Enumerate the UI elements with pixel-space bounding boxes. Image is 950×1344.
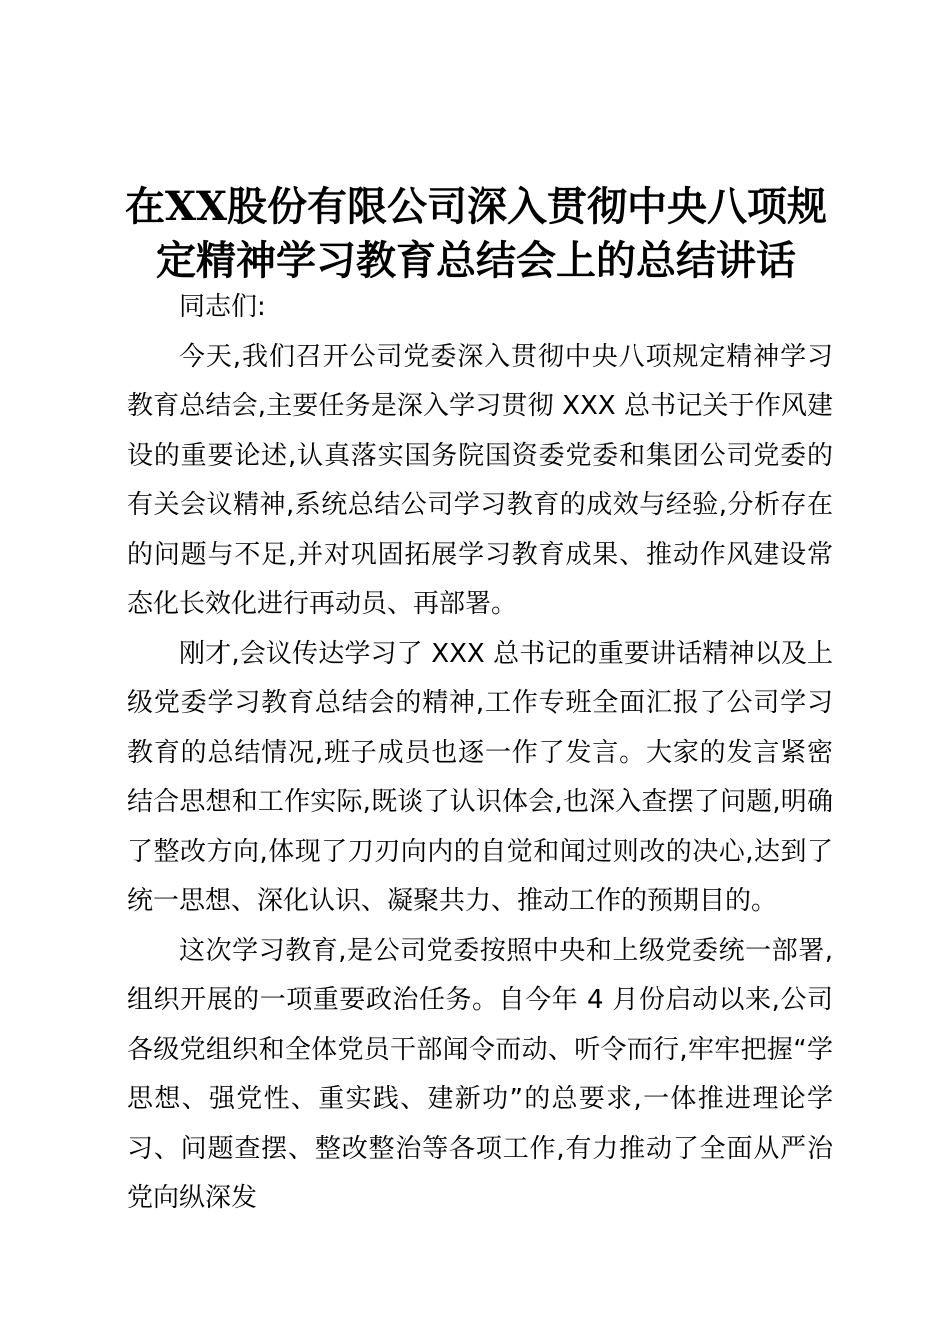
document-body <box>127 283 833 1224</box>
paragraph-2: 刚才,会议传达学习了 XXX 总书记的重要讲话精神以及上级党委学习教育总结会的精神,工作专班全面汇报了公司学习教育的总结情况,班子成员也逐一作了发言。大家的发言紧密结合思想和工作实际,既谈了认识体会,也深入查摆了问题,明确了整改方向,体现了刀刃向内的自觉和闻过则改的决心,达到了统一思想、深化认识、凝聚共力、推动工作的预期目的。 <box>127 638 833 916</box>
salutation: 同志们: <box>179 292 266 322</box>
paragraph-1: 今天,我们召开公司党委深入贯彻中央八项规定精神学习教育总结会,主要任务是深入学习贯彻 XXX 总书记关于作风建设的重要论述,认真落实国务院国资委党委和集团公司党委的有关会议精神,系统总结公司学习教育的成效与经验,分析存在的问题与不足,并对巩固拓展学习教育成果、推动作风建设常态化长效化进行再动员、再部署。 <box>127 341 833 619</box>
document-title: 在XX股份有限公司深入贯彻中央八项规定精神学习教育总结会上的总结讲话 <box>124 183 828 284</box>
paragraph-3: 这次学习教育,是公司党委按照中央和上级党委统一部署,组织开展的一项重要政治任务。自今年 4 月份启动以来,公司各级党组织和全体党员干部闻令而动、听令而行,牢牢把握“学思想、强党性、重实践、建新功”的总要求,一体推进理论学习、问题查摆、整改整治等各项工作,有力推动了全面从严治党向纵深发 <box>127 935 833 1213</box>
